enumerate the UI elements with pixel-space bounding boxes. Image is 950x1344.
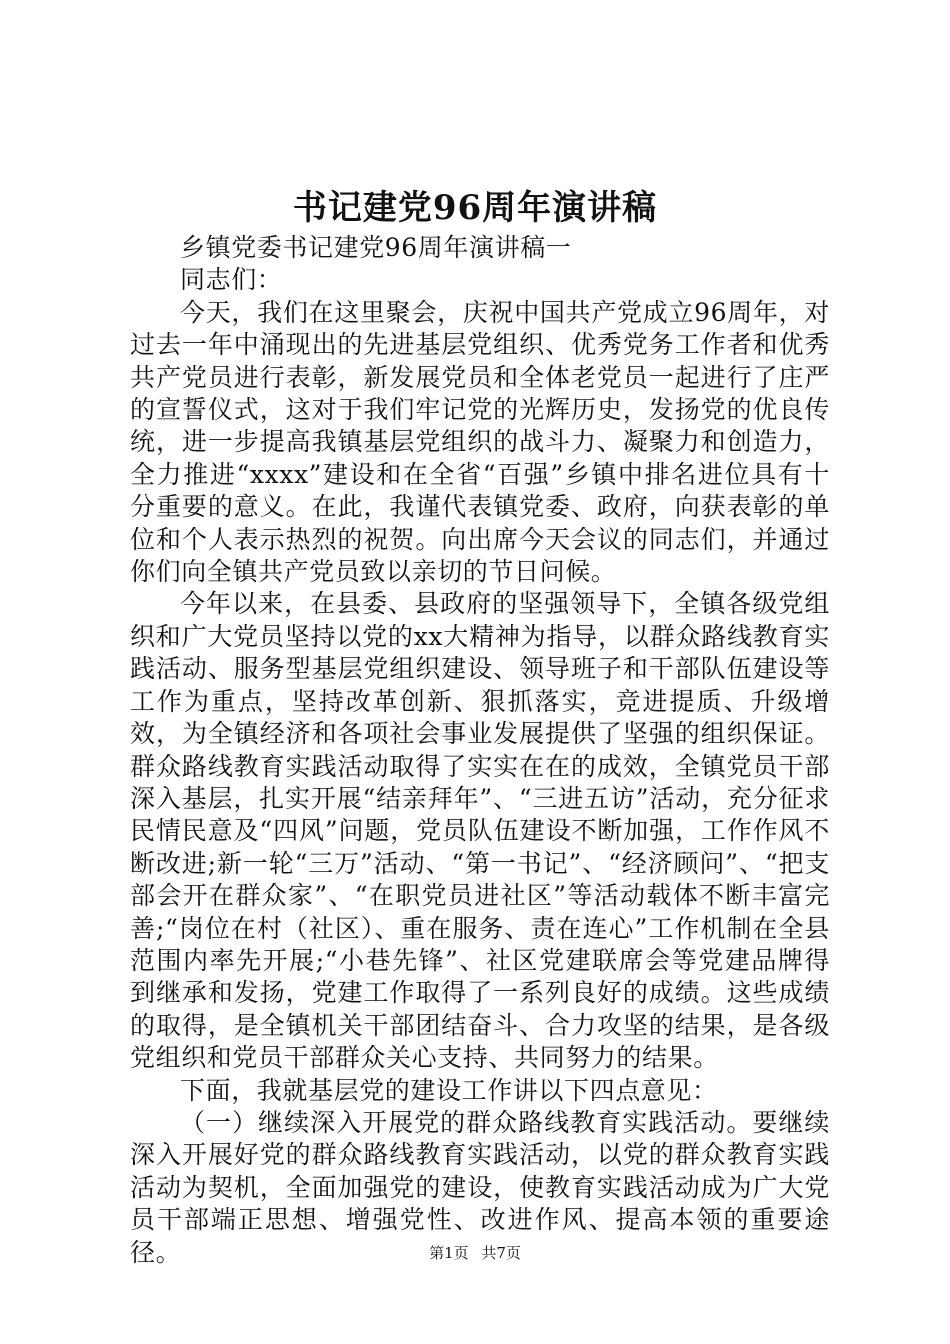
salutation-paragraph: 同志们： [180, 265, 283, 295]
page-footer [0, 1243, 950, 1263]
subtitle-paragraph: 乡镇党委书记建党96周年演讲稿一 [180, 233, 572, 262]
page-total: 共7页 [481, 1244, 521, 1262]
document-body [130, 232, 830, 1269]
page-number: 第1页 [429, 1244, 469, 1262]
document-title: 书记建党96周年演讲稿 [292, 188, 658, 228]
body-paragraph: 今天，我们在这里聚会，庆祝中国共产党成立96周年，对过去一年中涌现出的先进基层党组织、优秀党务工作者和优秀共产党员进行表彰，新发展党员和全体老党员一起进行了庄严的宣誓仪式，这对于我们牢记党的光辉历史，发扬党的优良传统，进一步提高我镇基层党组织的战斗力、凝聚力和创造力，全力推进“xxxx”建设和在全省“百强”乡镇中排名进位具有十分重要的意义。在此，我谨代表镇党委、政府，向获表彰的单位和个人表示热烈的祝贺。向出席今天会议的同志们，并通过你们向全镇共产党员致以亲切的节日问候。 [130, 297, 830, 587]
body-paragraph: （一）继续深入开展党的群众路线教育实践活动。要继续深入开展好党的群众路线教育实践活动，以党的群众教育实践活动为契机，全面加强党的建设，使教育实践活动成为广大党员干部端正思想、增强党性、改进作风、提高本领的重要途径。 [130, 1107, 830, 1267]
body-paragraph: 下面，我就基层党的建设工作讲以下四点意见： [180, 1075, 718, 1105]
body-paragraph: 今年以来，在县委、县政府的坚强领导下，全镇各级党组织和广大党员坚持以党的xx大精神为指导，以群众路线教育实践活动、服务型基层党组织建设、领导班子和干部队伍建设等工作为重点，坚持改革创新、狠抓落实，竞进提质、升级增效，为全镇经济和各项社会事业发展提供了坚强的组织保证。群众路线教育实践活动取得了实实在在的成效，全镇党员干部深入基层，扎实开展“结亲拜年”、“三进五访”活动，充分征求民情民意及“四风”问题，党员队伍建设不断加强，工作作风不断改进;新一轮“三万”活动、“第一书记”、“经济顾问”、“把支部会开在群众家”、“在职党员进社区”等活动载体不断丰富完善;“岗位在村（社区）、重在服务、责在连心”工作机制在全县范围内率先开展;“小巷先锋”、社区党建联席会等党建品牌得到继承和发扬，党建工作取得了一系列良好的成绩。这些成绩的取得，是全镇机关干部团结奋斗、合力攻坚的结果，是各级党组织和党员干部群众关心支持、共同努力的结果。 [130, 589, 830, 1073]
